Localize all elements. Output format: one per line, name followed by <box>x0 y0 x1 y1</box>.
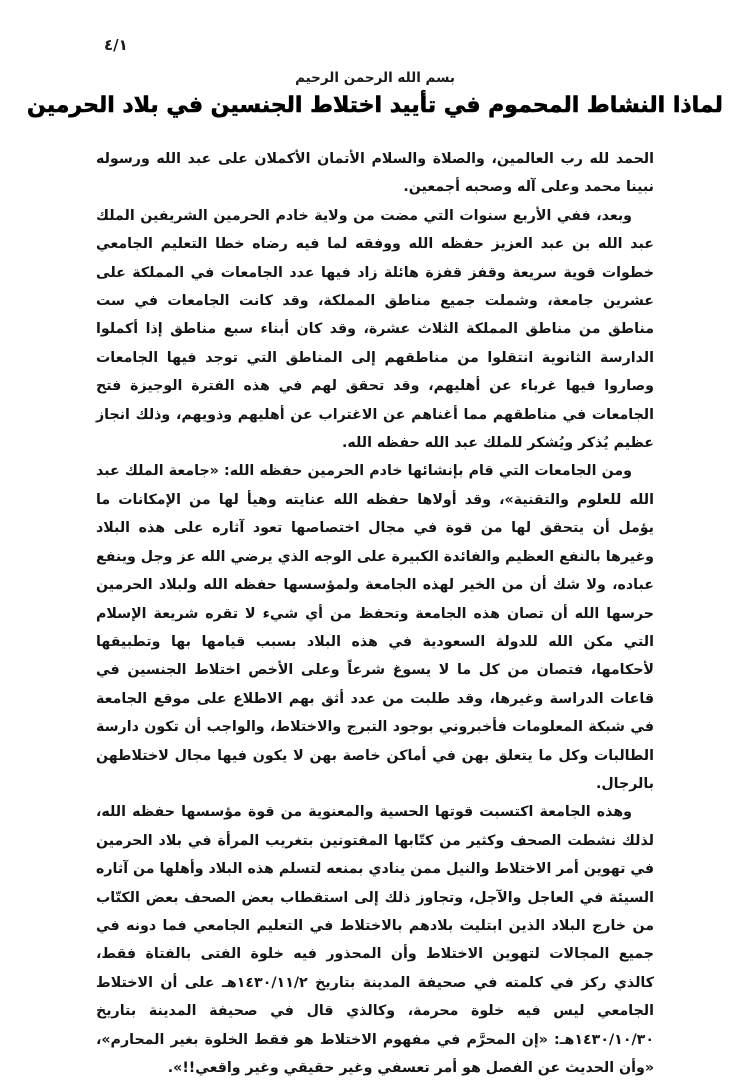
page-number: ٤/١ <box>104 36 128 54</box>
document-title: لماذا النشاط المحموم في تأييد اختلاط الجنسين في بلاد الحرمين <box>27 93 723 118</box>
paragraph-opening: الحمد لله رب العالمين، والصلاة والسلام الأتمان الأكملان على عبد الله ورسوله نبينا محمد وعلى آله وصحبه أجمعين. <box>96 151 654 196</box>
paragraph-kaust: ومن الجامعات التي قام بإنشائها خادم الحرمين حفظه الله: «جامعة الملك عبد الله للعلوم والتقنية»، وقد أولاها حفظه الله عنايته وهيأ لها من الإمكانات ما يؤمل أن يتحقق لها من قوة في مجال اختصاصها تعود آثاره على هذه البلاد وغيرها بالنفع العظيم والفائدة الكبيرة على الوجه الذي يرضي الله عز وجل وينفع عباده، ولا شك أن من الخير لهذه الجامعة ولمؤسسها حفظه الله ولبلاد الحرمين حرسها الله أن تصان هذه الجامعة وتحفظ من أي شيء لا تقره شريعة الإسلام التي مكن الله للدولة السعودية في هذه البلاد بسبب قيامها بها وتطبيقها لأحكامها، فتصان من كل ما لا يسوغ شرعاً وعلى الأخص اختلاط الجنسين في قاعات الدراسة وغيرها، وقد طلبت من عدد أثق بهم الاطلاع على موقع الجامعة في شبكة المعلومات فأخبروني بوجود التبرج والاختلاط، والواجب أن تكون دارسة الطالبات وكل ما يتعلق بهن في أماكن خاصة بهن لا يكون فيها مجال لاختلاطهن بالرجال. <box>96 463 654 792</box>
paragraph-universities-growth: وبعد، ففي الأربع سنوات التي مضت من ولاية خادم الحرمين الشريفين الملك عبد الله بن عبد العزيز حفظه الله ووفقه لما فيه رضاه خطا التعليم الجامعي خطوات قوية سريعة وقفز قفزة هائلة زاد فيها عدد الجامعات في المملكة على عشرين جامعة، وشملت جميع مناطق المملكة، وقد كانت الجامعات في ست مناطق من مناطق المملكة الثلاث عشرة، وقد كان أبناء سبع مناطق إذا أكملوا الدارسة الثانوية انتقلوا من مناطقهم إلى المناطق التي توجد فيها الجامعات وصاروا فيها غرباء عن أهليهم، وقد تحقق لهم في هذه الفترة الوجيزة فتح الجامعات في مناطقهم مما أغناهم عن الاغتراب عن أهليهم وذويهم، وذلك انجاز عظيم يُذكر ويُشكر للملك عبد الله حفظه الله. <box>96 207 654 452</box>
document-body <box>96 145 654 1082</box>
basmala-heading: بسم الله الرحمن الرحيم <box>295 70 455 86</box>
paragraph-press-campaign: وهذه الجامعة اكتسبت قوتها الحسية والمعنوية من قوة مؤسسها حفظه الله، لذلك نشطت الصحف وكثير من كتّابها المفتونين بتغريب المرأة في بلاد الحرمين في تهوين أمر الاختلاط والنيل ممن ينادي بمنعه لتسلم هذه البلاد وأهلها من آثاره السيئة في العاجل والآجل، وتجاوز ذلك إلى استقطاب بعض الصحف بعض الكتّاب من خارج البلاد الذين ابتليت بلادهم بالاختلاط في التعليم الجامعي فما دونه في جميع المجالات لتهوين الاختلاط وأن المحذور فيه خلوة الفتى بالفتاة فقط، كالذي ركز في كلمته في صحيفة المدينة بتاريخ ١٤٣٠/١١/٢هـ على أن الاختلاط الجامعي ليس فيه خلوة محرمة، وكالذي قال في صحيفة المدينة بتاريخ ١٤٣٠/١٠/٣٠هـ: «إن المحرَّم في مفهوم الاختلاط هو فقط الخلوة بغير المحارم»، «وأن الحديث عن الفصل هو أمر تعسفي وغير حقيقي وغير واقعي!!». <box>96 804 654 1076</box>
